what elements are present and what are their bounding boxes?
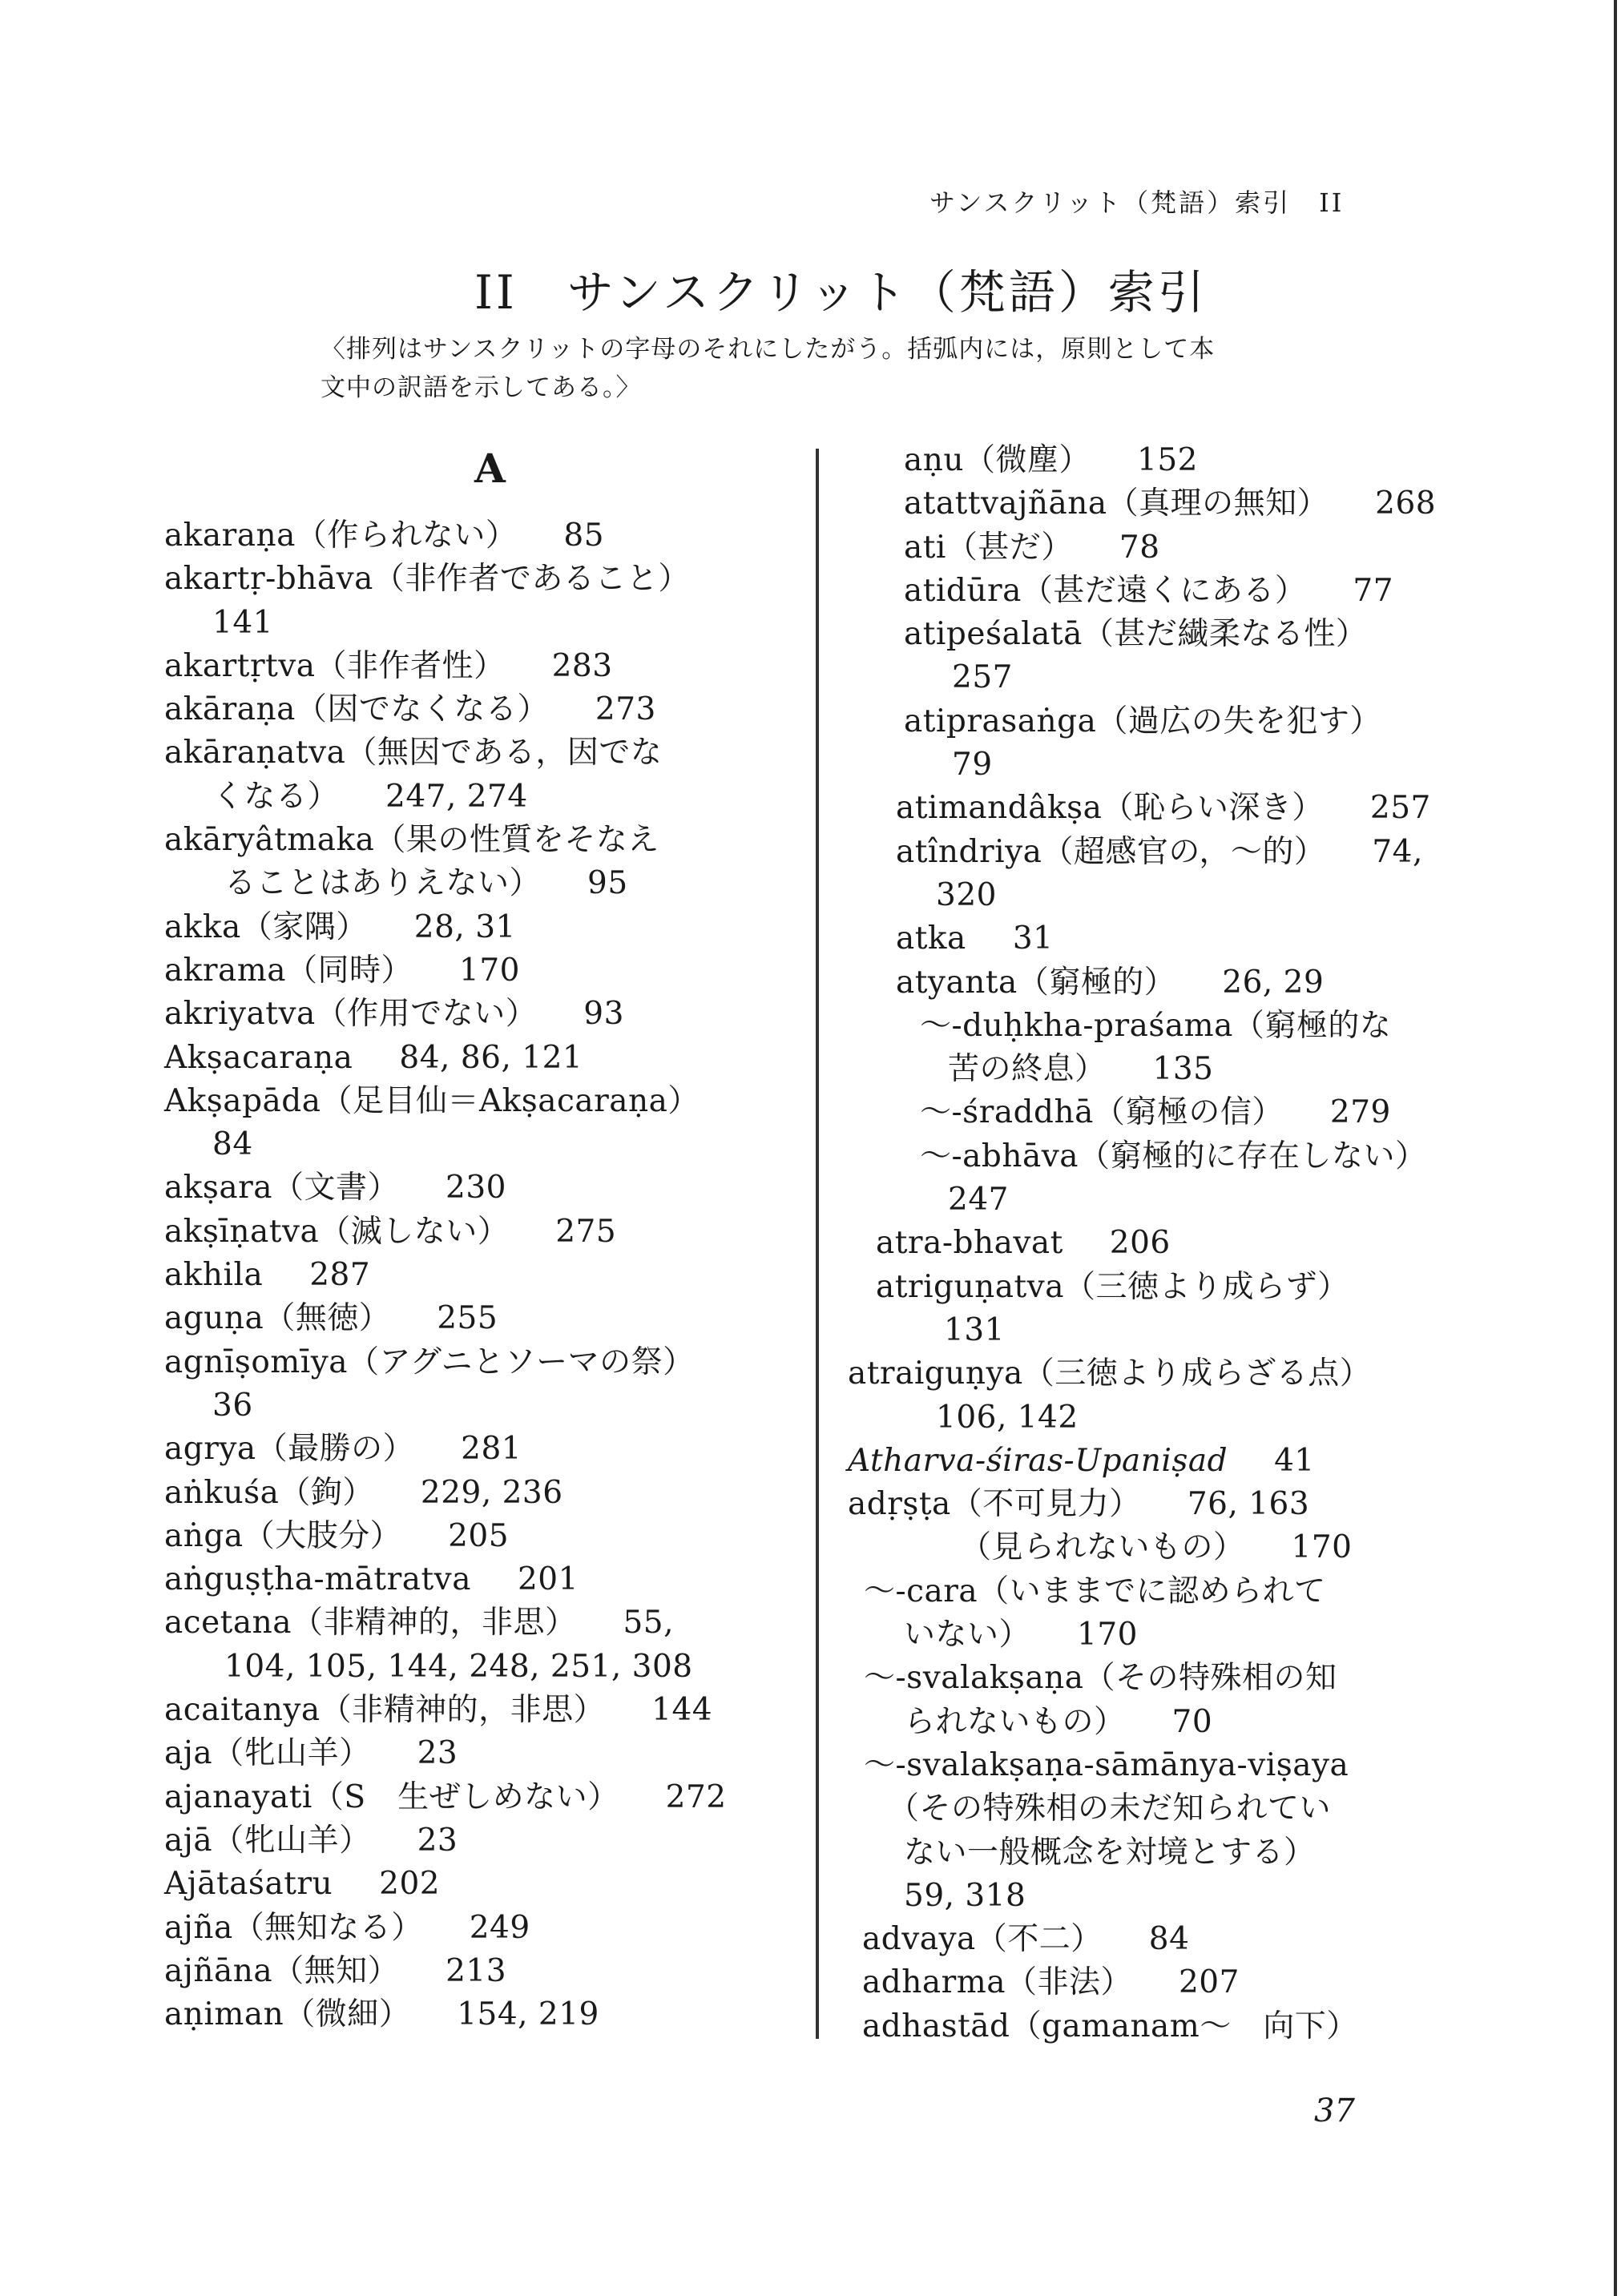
index-entry: atidūra（甚だ遠くにある） 77 [904, 572, 1394, 609]
index-entry: 〜-abhāva（窮極的に存在しない） [920, 1138, 1427, 1174]
note-line-1: 〈排列はサンスクリットの字母のそれにしたがう。括弧内には，原則として本 [321, 335, 1216, 364]
index-entry: atriguṇatva（三徳より成らず） [876, 1268, 1349, 1305]
index-entry: ajña（無知なる） 249 [164, 1909, 530, 1946]
index-entry: ajanayati（S 生ぜしめない） 272 [164, 1778, 727, 1815]
page-number: 37 [1314, 2093, 1355, 2129]
index-entry: aguṇa（無徳） 255 [164, 1300, 498, 1337]
index-entry: 〜-cara（いままでに認められて [864, 1573, 1326, 1609]
index-entry: agnīṣomīya（アグニとソーマの祭） [164, 1343, 695, 1380]
index-entry: akhila 287 [164, 1257, 371, 1294]
page-edge-border [1614, 0, 1617, 2296]
index-entry: ati（甚だ） 78 [904, 529, 1160, 566]
index-entry: 247 [948, 1182, 1009, 1218]
index-entry: akṣīṇatva（滅しない） 275 [164, 1213, 617, 1250]
page-title: II サンスクリット（梵語）索引 [474, 265, 1208, 320]
index-entry: aṇu（微塵） 152 [904, 442, 1198, 478]
index-entry: 36 [212, 1387, 253, 1424]
index-entry: aṅkuśa（鉤） 229, 236 [164, 1474, 563, 1511]
index-entry: atiprasaṅga（過広の失を犯す） [904, 703, 1381, 739]
index-entry: aṅga（大肢分） 205 [164, 1517, 510, 1554]
index-entry: 84 [212, 1126, 253, 1163]
index-entry: ない一般概念を対境とする） [904, 1834, 1316, 1871]
index-entry: 〜-svalakṣaṇa（その特殊相の知 [864, 1660, 1337, 1697]
index-entry: くなる） 247, 274 [212, 778, 528, 815]
index-entry: akka（家隅） 28, 31 [164, 908, 516, 945]
index-entry: Atharva-śiras-Upaniṣad 41 [848, 1442, 1315, 1479]
index-entry: acetana（非精神的，非思） 55, [164, 1605, 674, 1641]
note-line-2: 文中の訳語を示してある。〉 [321, 373, 642, 402]
index-entry: agrya（最勝の） 281 [164, 1431, 522, 1468]
index-entry: （見られないもの） 170 [960, 1529, 1353, 1566]
index-entry: atyanta（窮極的） 26, 29 [896, 964, 1325, 1001]
index-entry: akriyatva（作用でない） 93 [164, 996, 624, 1033]
index-entry: 〜-śraddhā（窮極の信） 279 [920, 1094, 1391, 1131]
index-entry: advaya（不二） 84 [862, 1921, 1190, 1958]
index-entry: られないもの） 70 [904, 1703, 1213, 1740]
running-head: サンスクリット（梵語）索引 II [929, 187, 1345, 218]
index-entry: 106, 142 [936, 1399, 1079, 1436]
index-entry: akāraṇa（因でなくなる） 273 [164, 691, 656, 728]
index-entry: 苦の終息） 135 [948, 1051, 1214, 1088]
index-entry: aṇiman（微細） 154, 219 [164, 1996, 599, 2033]
section-letter: A [474, 445, 506, 492]
index-entry: atipeśalatā（甚だ繊柔なる性） [904, 616, 1368, 653]
index-entry: Akṣacaraṇa 84, 86, 121 [164, 1039, 583, 1076]
index-entry: atimandâkṣa（恥らい深き） 257 [896, 790, 1431, 827]
index-entry: ajā（牝山羊） 23 [164, 1822, 458, 1859]
index-entry: akartṛtva（非作者性） 283 [164, 647, 613, 684]
index-entry: akṣara（文書） 230 [164, 1170, 506, 1206]
index-entry: ajñāna（無知） 213 [164, 1952, 507, 1989]
index-entry: いない） 170 [904, 1617, 1138, 1654]
index-entry: akāryâtmaka（果の性質をそなえ [164, 822, 659, 859]
index-entry: akartṛ-bhāva（非作者であること） [164, 561, 690, 598]
index-entry: 320 [936, 876, 997, 913]
index-entry: 79 [952, 747, 993, 783]
index-entry: （その特殊相の未だ知られてい [888, 1790, 1332, 1827]
index-entry: akaraṇa（作られない） 85 [164, 518, 605, 554]
index-entry: Ajātaśatru 202 [164, 1866, 441, 1903]
index-entry: atka 31 [896, 920, 1054, 957]
index-entry: 141 [212, 604, 273, 641]
index-entry: 〜-duḥkha-praśama（窮極的な [920, 1007, 1392, 1044]
index-entry: atîndriya（超感官の，〜的） 74, [896, 833, 1423, 870]
index-entry: atraiguṇya（三徳より成らざる点） [848, 1355, 1372, 1392]
index-entry: adharma（非法） 207 [862, 1964, 1240, 2001]
index-entry: akrama（同時） 170 [164, 952, 520, 989]
index-entry: atattvajñāna（真理の無知） 268 [904, 485, 1437, 522]
index-entry: adhastād（gamanam〜 向下） [862, 2008, 1358, 2044]
index-entry: 131 [944, 1311, 1005, 1348]
index-entry: acaitanya（非精神的，非思） 144 [164, 1692, 713, 1729]
left-index-column [164, 514, 797, 2036]
index-entry: adṛṣṭa（不可見力） 76, 163 [848, 1486, 1310, 1523]
index-entry: 〜-svalakṣaṇa-sāmānya-viṣaya [864, 1746, 1349, 1783]
index-entry: 59, 318 [904, 1877, 1026, 1914]
index-entry: aṅguṣṭha-mātratva 201 [164, 1561, 579, 1598]
editorial-note [321, 330, 1330, 407]
index-entry: akāraṇatva（無因である，因でな [164, 735, 663, 771]
right-index-column [816, 439, 1597, 2048]
index-entry: aja（牝山羊） 23 [164, 1735, 458, 1772]
index-entry: atra-bhavat 206 [876, 1225, 1171, 1262]
index-entry: ることはありえない） 95 [224, 865, 628, 902]
index-entry: 104, 105, 144, 248, 251, 308 [224, 1648, 693, 1685]
index-entry: 257 [952, 659, 1013, 696]
index-entry: Akṣapāda（足目仙＝Akṣacaraṇa） [164, 1082, 700, 1119]
